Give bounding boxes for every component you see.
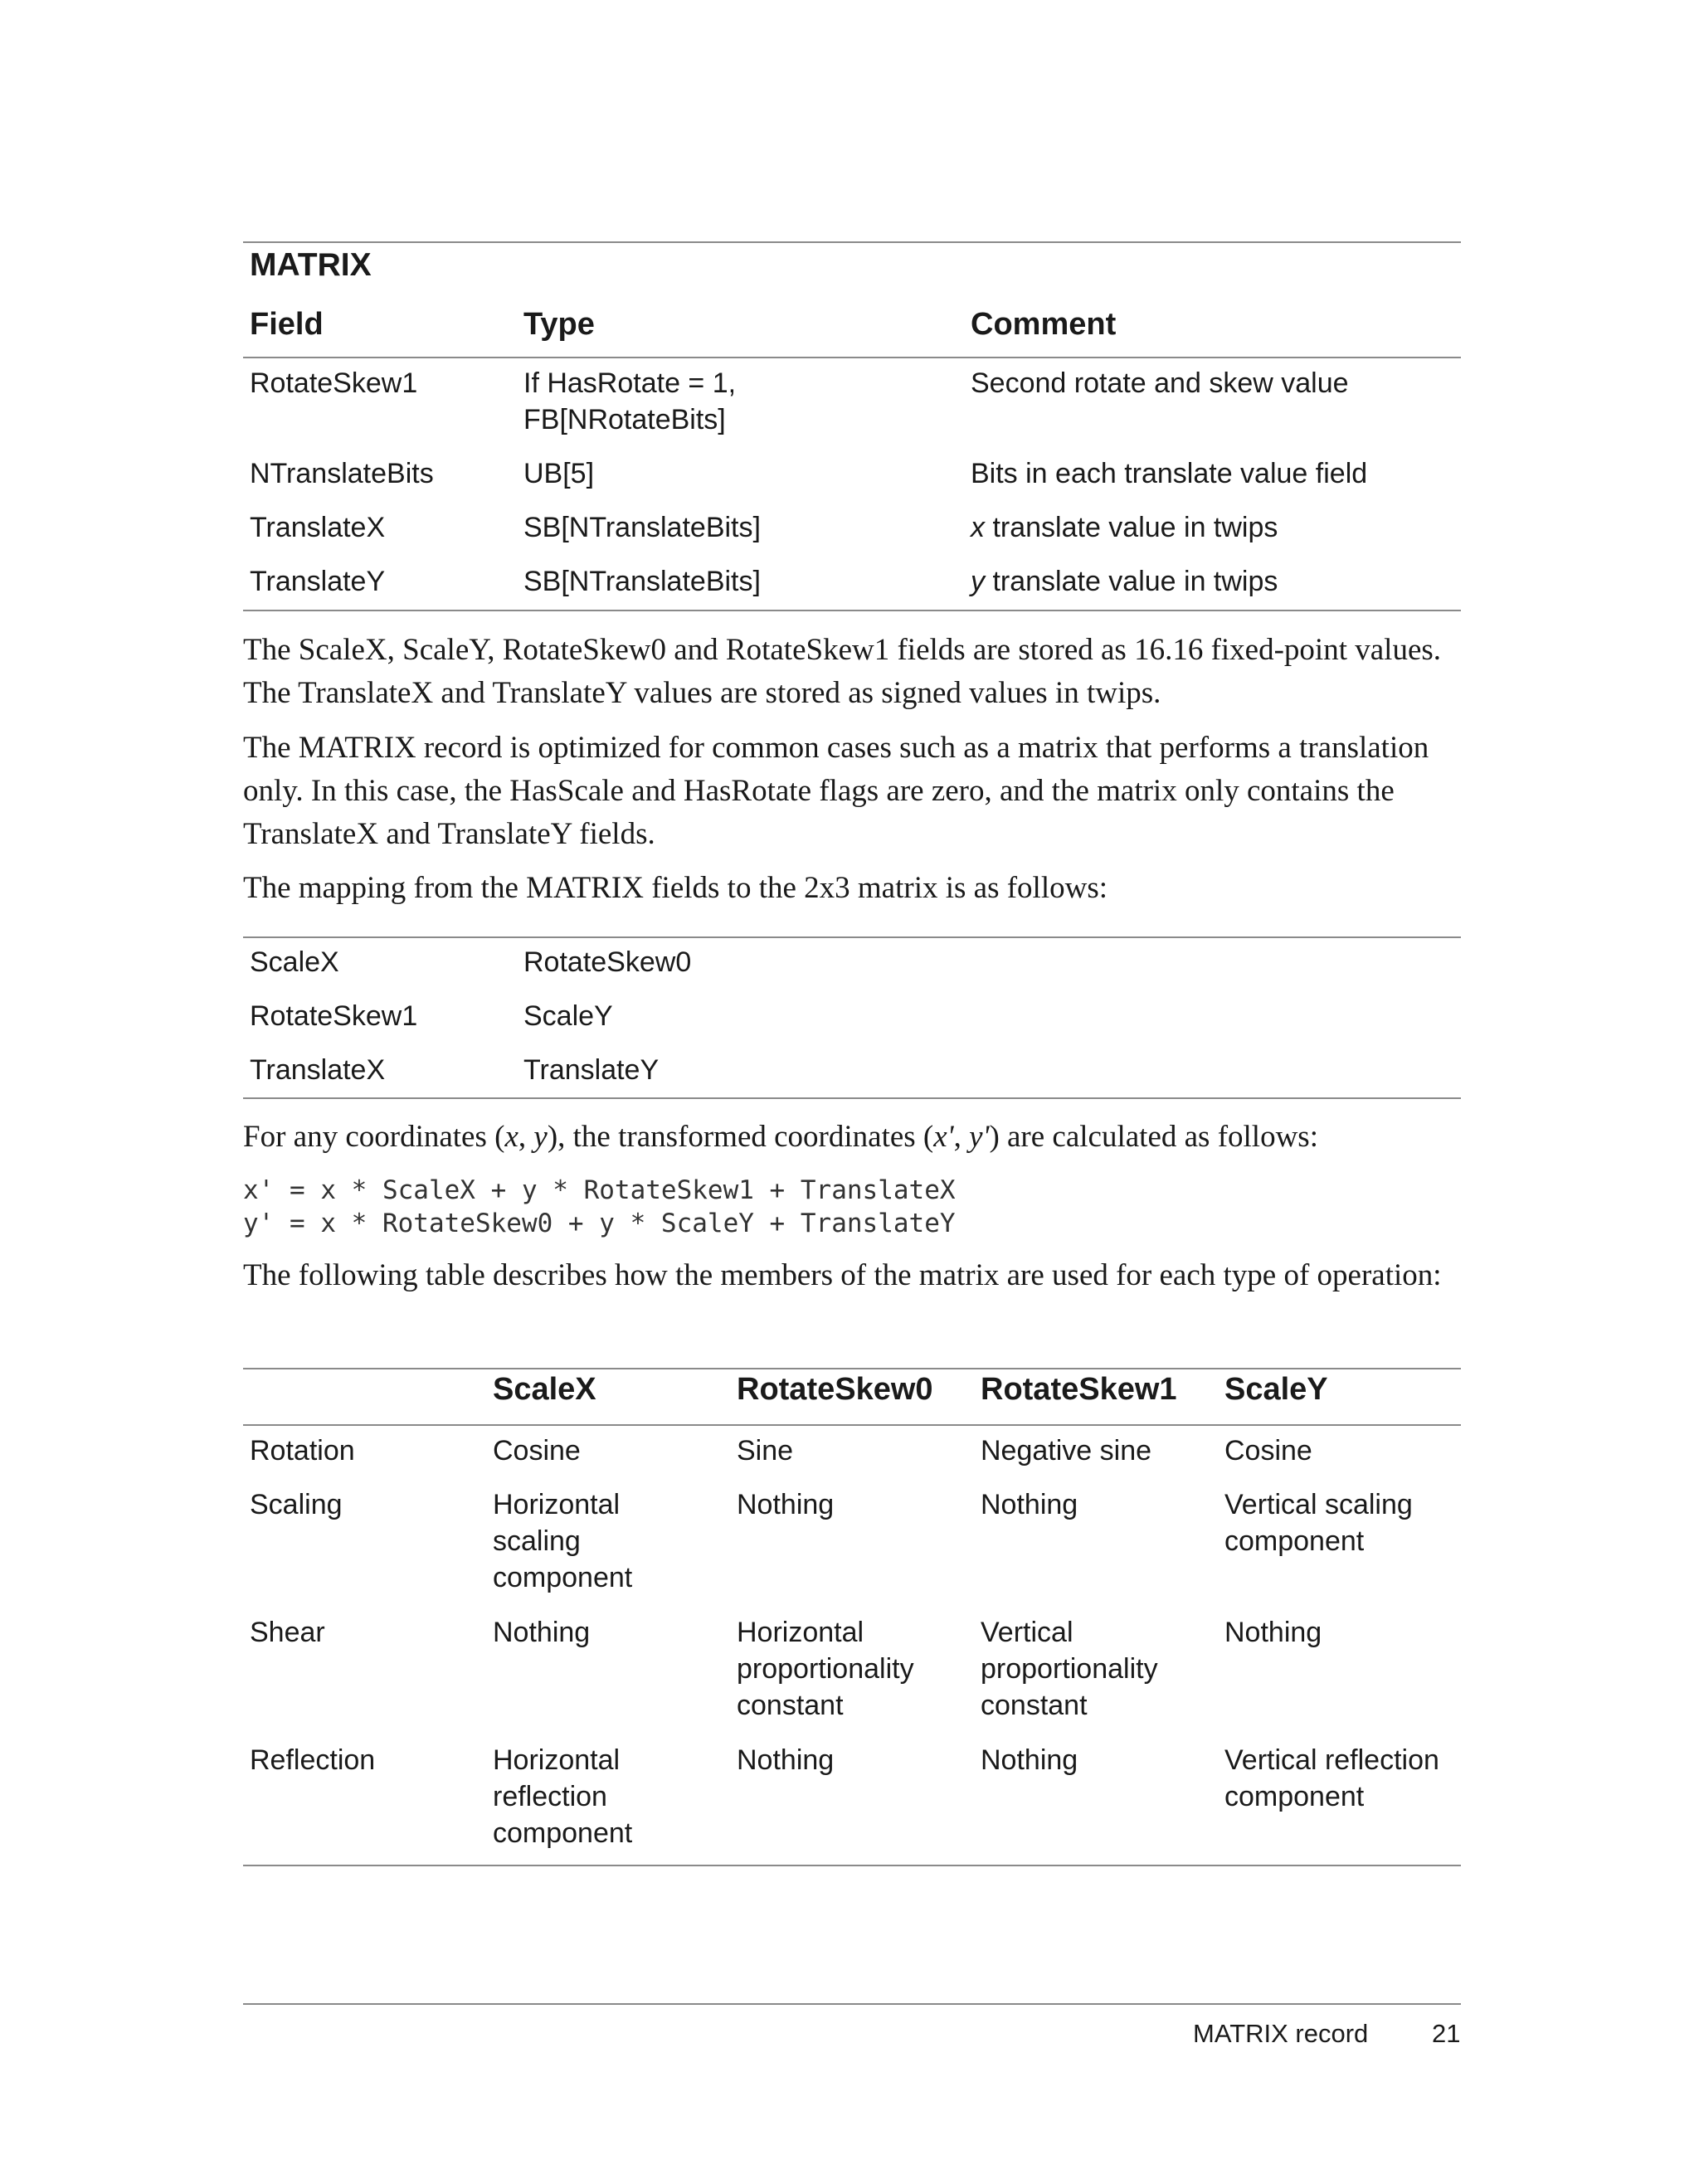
coordinates-text: , — [518, 1120, 534, 1154]
mapping-table-bottom-rule — [243, 1097, 1461, 1099]
body-paragraph — [243, 867, 1463, 910]
operations-row-label: Shear — [250, 1617, 325, 1648]
mapping-cell: ScaleY — [523, 1000, 613, 1032]
paragraph-optimization: The MATRIX record is optimized for common cases such as a matrix that performs a translation only. In this case, the HasScale and HasRotate flags are zero, and the matrix only contains the TranslateX and TranslateY fields. — [243, 731, 1429, 851]
matrix-row-type: SB[NTranslateBits] — [523, 566, 761, 597]
paragraph-mapping-intro: The mapping from the MATRIX fields to the 2x3 matrix is as follows: — [243, 871, 1108, 905]
variable-x-prime: x' — [933, 1120, 954, 1154]
matrix-row-comment — [971, 509, 1278, 546]
operations-cell: Vertical scaling component — [1224, 1489, 1413, 1557]
matrix-header-type: Type — [523, 307, 595, 342]
operations-header-scaley: ScaleY — [1224, 1372, 1328, 1407]
operations-cell: Nothing — [981, 1489, 1078, 1520]
mapping-cell: RotateSkew0 — [523, 946, 692, 978]
operations-cell: Nothing — [737, 1744, 835, 1776]
variable-y: y — [533, 1120, 548, 1154]
footer-rule — [243, 2003, 1461, 2005]
body-paragraph — [243, 1254, 1463, 1297]
matrix-row-field: TranslateX — [250, 512, 386, 543]
paragraph-coordinates — [243, 1116, 1463, 1159]
operations-cell: Nothing — [493, 1617, 591, 1648]
body-paragraph — [243, 629, 1463, 715]
variable-y-prime: y' — [969, 1120, 990, 1154]
operations-cell: Horizontal reflection component — [493, 1744, 633, 1849]
matrix-row-type: UB[5] — [523, 458, 595, 489]
matrix-table-top-rule — [243, 241, 1461, 243]
code-line-x: x' = x * ScaleX + y * RotateSkew1 + TranslateX — [243, 1175, 956, 1205]
matrix-table-bottom-rule — [243, 610, 1461, 611]
operations-table-top-rule — [243, 1368, 1461, 1369]
variable-x: x — [504, 1120, 518, 1154]
mapping-cell: TranslateY — [523, 1054, 660, 1086]
mapping-table-top-rule — [243, 936, 1461, 938]
operations-cell: Vertical proportionality constant — [981, 1617, 1158, 1721]
operations-cell: Nothing — [981, 1744, 1078, 1776]
paragraph-fixed-point: The ScaleX, ScaleY, RotateSkew0 and RotateSkew1 fields are stored as 16.16 fixed-point values. The TranslateX and TranslateY values are stored as signed values in twips. — [243, 633, 1442, 710]
operations-cell: Vertical reflection component — [1224, 1744, 1439, 1812]
operations-header-rotateskew0: RotateSkew0 — [737, 1372, 933, 1407]
operations-row-label: Scaling — [250, 1489, 343, 1520]
matrix-row-comment — [971, 563, 1278, 600]
operations-cell: Horizontal proportionality constant — [737, 1617, 914, 1721]
coordinates-text: ), the transformed coordinates ( — [547, 1120, 934, 1154]
mapping-cell: RotateSkew1 — [250, 1000, 418, 1032]
matrix-row-field: TranslateY — [250, 566, 386, 597]
operations-cell: Negative sine — [981, 1435, 1152, 1467]
page-number: 21 — [1432, 2019, 1461, 2048]
coordinates-text: ) are calculated as follows: — [989, 1120, 1318, 1154]
operations-cell: Nothing — [737, 1489, 835, 1520]
operations-table-bottom-rule — [243, 1865, 1461, 1866]
mapping-cell: TranslateX — [250, 1054, 386, 1086]
matrix-row-field: NTranslateBits — [250, 458, 434, 489]
operations-cell: Horizontal scaling component — [493, 1489, 633, 1593]
comment-text: translate value in twips — [985, 566, 1278, 597]
comment-variable: x — [971, 512, 985, 543]
operations-cell: Sine — [737, 1435, 794, 1467]
operations-header-rule — [243, 1424, 1461, 1426]
mapping-cell: ScaleX — [250, 946, 339, 978]
operations-header-scalex: ScaleX — [493, 1372, 596, 1407]
comment-text: translate value in twips — [985, 512, 1278, 543]
matrix-row-comment: Bits in each translate value field — [971, 458, 1368, 489]
footer-section-title: MATRIX record — [1193, 2019, 1369, 2048]
operations-cell: Cosine — [1224, 1435, 1312, 1467]
operations-row-label: Reflection — [250, 1744, 376, 1776]
matrix-row-type: If HasRotate = 1, — [523, 367, 737, 399]
code-line-y: y' = x * RotateSkew0 + y * ScaleY + TranslateY — [243, 1209, 956, 1238]
matrix-header-field: Field — [250, 307, 324, 342]
paragraph-table-intro: The following table describes how the members of the matrix are used for each type of operation: — [243, 1258, 1442, 1292]
operations-cell: Nothing — [1224, 1617, 1322, 1648]
operations-header-rotateskew1: RotateSkew1 — [981, 1372, 1177, 1407]
matrix-row-comment: Second rotate and skew value — [971, 367, 1349, 399]
matrix-row-field: RotateSkew1 — [250, 367, 418, 399]
matrix-header-comment: Comment — [971, 307, 1117, 342]
matrix-row-type-continued: FB[NRotateBits] — [523, 404, 726, 435]
coordinates-text: For any coordinates ( — [243, 1120, 505, 1154]
matrix-row-type: SB[NTranslateBits] — [523, 512, 761, 543]
operations-cell: Cosine — [493, 1435, 581, 1467]
comment-variable: y — [971, 566, 985, 597]
matrix-table-title: MATRIX — [250, 247, 372, 283]
body-paragraph — [243, 1116, 1463, 1159]
matrix-header-rule — [243, 357, 1461, 358]
operations-row-label: Rotation — [250, 1435, 355, 1467]
body-paragraph — [243, 727, 1463, 856]
coordinates-text: , — [953, 1120, 970, 1154]
